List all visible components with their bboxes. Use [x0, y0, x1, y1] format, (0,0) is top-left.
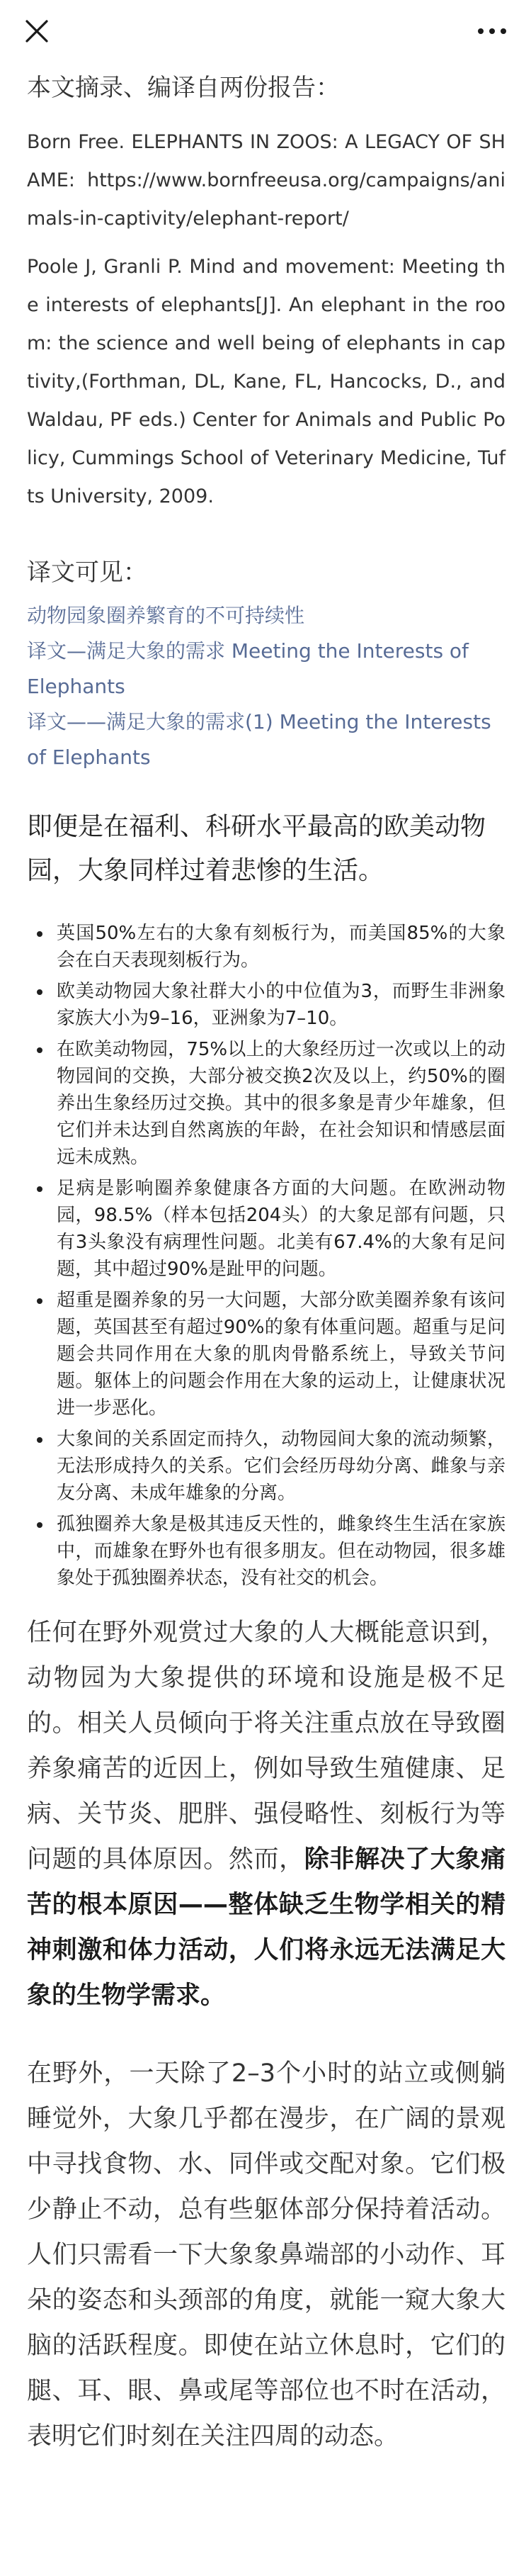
- list-item: • 在欧美动物园，75%以上的大象经历过一次或以上的动物园间的交换，大部分被交换2次及以上，约50%的圈养出生象经历过交换。其中的很多象是青少年雄象，但它们并未达到自然离族的年龄，在社会知识和情感层面远未成熟。: [52, 1036, 506, 1171]
- more-icon[interactable]: [474, 16, 510, 47]
- list-item: • 欧美动物园大象社群大小的中位值为3，而野生非洲象家族大小为9–16，亚洲象为7–10。: [52, 978, 506, 1032]
- article-content: [27, 68, 506, 2459]
- emphasis-text: 除非解决了大象痛苦的根本原因——整体缺乏生物学相关的精神刺激和体力活动，人们将永远无法满足大象的生物学需求。: [27, 1845, 506, 2010]
- intro-text: 本文摘录、编译自两份报告：: [27, 74, 340, 102]
- list-item: • 超重是圈养象的另一大问题，大部分欧美圈养象有该问题，英国甚至有超过90%的象有体重问题。超重与足问题会共同作用在大象的肌肉骨骼系统上，导致关节问题。躯体上的问题会作用在大象的运动上，让健康状况进一步恶化。: [52, 1287, 506, 1422]
- body-paragraph-2: 在野外，一天除了2–3个小时的站立或侧躺睡觉外，大象几乎都在漫步，在广阔的景观中寻找食物、水、同伴或交配对象。它们极少静止不动，总有些躯体部分保持着活动。人们只需看一下大象象鼻端部的小动作、耳朵的姿态和头颈部的角度，就能一窥大象大脑的活跃程度。即使在站立休息时，它们的腿、耳、眼、鼻或尾等部位也不时在活动，表明它们时刻在关注四周的动态。: [27, 2059, 506, 2451]
- list-item: • 英国50%左右的大象有刻板行为，而美国85%的大象会在白天表现刻板行为。: [52, 920, 506, 974]
- translation-link-2[interactable]: 译文—满足大象的需求 Meeting the Interests of Elephants: [27, 639, 469, 698]
- close-icon[interactable]: [21, 16, 52, 47]
- list-item: • 大象间的关系固定而持久，动物园间大象的流动频繁，无法形成持久的关系。它们会经历母幼分离、雌象与亲友分离、未成年雄象的分离。: [52, 1426, 506, 1507]
- body-paragraph-1: [27, 1610, 506, 2018]
- facts-list: [27, 920, 506, 1592]
- reference-born-free: Born Free. ELEPHANTS IN ZOOS: A LEGACY OF SHAME: https://www.bornfreeusa.org/campaigns/animals-in-captivity/elephant-report/: [27, 131, 506, 230]
- reference-poole-granli: Poole J, Granli P. Mind and movement: Meeting the interests of elephants[J]. An elephant in the room: the science and well being of elephants in captivity,(Forthman, DL, Kane, FL, Hancocks, D., and Waldau, PF eds.) Center for Animals and Public Policy, Cummings School of Veterinary Medicine, Tufts University, 2009.: [27, 256, 506, 507]
- top-bar: [0, 0, 531, 62]
- section-headline: 即便是在福利、科研水平最高的欧美动物园，大象同样过着悲惨的生活。: [27, 812, 486, 885]
- translations-title: 译文可见：: [27, 558, 147, 587]
- list-item: • 孤独圈养大象是极其违反天性的，雌象终生生活在家族中，而雄象在野外也有很多朋友。但在动物园，很多雄象处于孤独圈养状态，没有社交的机会。: [52, 1511, 506, 1592]
- translation-link-1[interactable]: 动物园象圈养繁育的不可持续性: [27, 604, 305, 627]
- paragraph-text: 任何在野外观赏过大象的人大概能意识到，动物园为大象提供的环境和设施是极不足的。相关人员倾向于将关注重点放在导致圈养象痛苦的近因上，例如导致生殖健康、足病、关节炎、肥胖、强侵略性、刻板行为等问题的具体原因。然而，: [27, 1619, 506, 1874]
- list-item: • 足病是影响圈养象健康各方面的大问题。在欧洲动物园，98.5%（样本包括204头）的大象足部有问题，只有3头象没有病理性问题。北美有67.4%的大象有足问题，其中超过90%是趾甲的问题。: [52, 1175, 506, 1283]
- translation-link-3[interactable]: 译文——满足大象的需求(1) Meeting the Interests of Elephants: [27, 710, 491, 769]
